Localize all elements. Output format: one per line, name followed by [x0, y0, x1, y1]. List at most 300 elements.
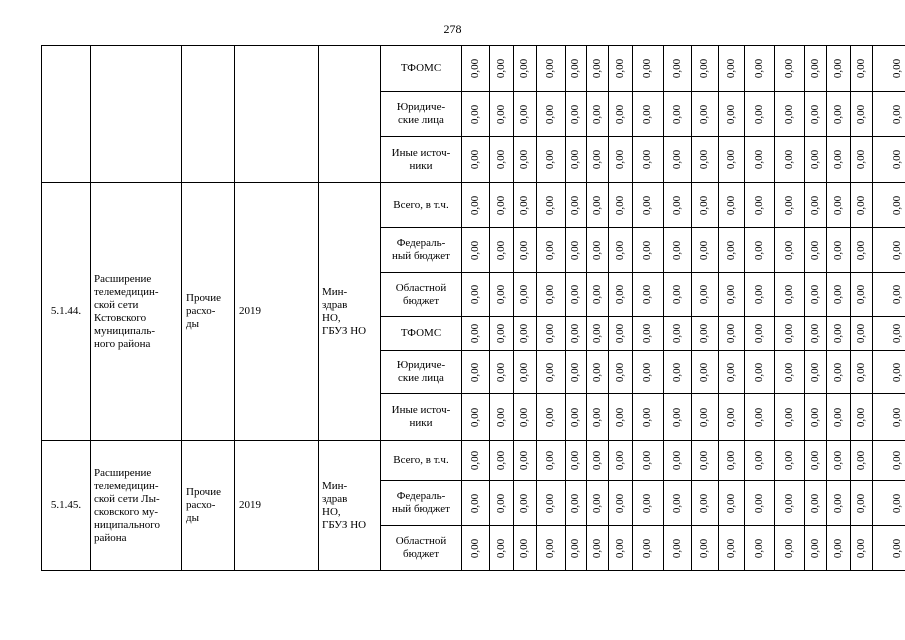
value-text: 0,00 [641, 362, 654, 382]
value-text: 0,00 [614, 149, 626, 170]
expense-type-cell: Прочие расхо- ды [182, 183, 235, 441]
value-cell [692, 441, 719, 481]
value-cell [692, 481, 719, 526]
value-cell [633, 92, 664, 137]
value-cell [805, 481, 827, 526]
value-cell [851, 183, 873, 228]
value-text: 0,00 [614, 240, 626, 260]
value-text: 0,00 [495, 407, 507, 427]
value-text: 0,00 [891, 407, 903, 427]
value-cell [805, 441, 827, 481]
value-text: 0,00 [809, 149, 821, 170]
value-text: 0,00 [832, 58, 844, 79]
value-text: 0,00 [569, 149, 582, 170]
value-cell [566, 228, 587, 273]
value-text: 0,00 [591, 450, 603, 471]
funding-source-cell: Иные источ- ники [381, 137, 462, 183]
value-cell [745, 481, 775, 526]
value-cell [566, 92, 587, 137]
value-cell [851, 273, 873, 317]
year-cell [235, 46, 319, 183]
value-cell [566, 317, 587, 351]
value-text: 0,00 [591, 104, 603, 124]
value-text: 0,00 [544, 195, 557, 215]
value-text: 0,00 [495, 284, 507, 305]
value-cell [490, 137, 514, 183]
value-text: 0,00 [891, 149, 903, 170]
value-cell [609, 273, 633, 317]
value-text: 0,00 [544, 284, 557, 305]
value-cell [462, 46, 490, 92]
value-cell [462, 441, 490, 481]
item-name-cell [91, 46, 182, 183]
value-text: 0,00 [544, 104, 557, 124]
value-text: 0,00 [832, 323, 844, 344]
value-cell [462, 351, 490, 394]
value-text: 0,00 [725, 58, 737, 79]
value-text: 0,00 [469, 450, 481, 471]
value-cell [692, 183, 719, 228]
value-text: 0,00 [518, 323, 531, 344]
year-cell: 2019 [235, 441, 319, 571]
value-text: 0,00 [783, 195, 795, 215]
value-text: 0,00 [698, 240, 711, 260]
value-text: 0,00 [832, 149, 844, 170]
value-cell [873, 441, 905, 481]
value-text: 0,00 [783, 323, 795, 344]
value-text: 0,00 [518, 407, 531, 427]
value-text: 0,00 [518, 240, 531, 260]
value-cell [873, 273, 905, 317]
value-text: 0,00 [671, 195, 683, 215]
value-cell [664, 137, 692, 183]
value-text: 0,00 [614, 362, 626, 382]
value-cell [805, 394, 827, 441]
value-text: 0,00 [783, 362, 795, 382]
value-cell [851, 92, 873, 137]
value-cell [664, 46, 692, 92]
value-text: 0,00 [855, 538, 867, 558]
value-cell [633, 526, 664, 571]
value-cell [775, 351, 805, 394]
value-text: 0,00 [855, 58, 867, 79]
year-cell: 2019 [235, 183, 319, 441]
value-cell [537, 46, 566, 92]
value-cell [609, 394, 633, 441]
value-text: 0,00 [832, 538, 844, 558]
value-text: 0,00 [891, 323, 903, 344]
value-text: 0,00 [809, 493, 821, 513]
value-text: 0,00 [641, 323, 654, 344]
value-cell [827, 394, 851, 441]
value-text: 0,00 [832, 284, 844, 305]
value-cell [775, 183, 805, 228]
value-text: 0,00 [753, 104, 765, 124]
value-cell [587, 526, 609, 571]
value-text: 0,00 [891, 195, 903, 215]
value-text: 0,00 [495, 538, 507, 558]
executor-cell: Мин- здрав НО, ГБУЗ НО [319, 183, 381, 441]
value-text: 0,00 [753, 240, 765, 260]
value-text: 0,00 [809, 362, 821, 382]
value-cell [745, 394, 775, 441]
value-cell [609, 441, 633, 481]
value-cell [664, 317, 692, 351]
value-cell [805, 46, 827, 92]
value-text: 0,00 [469, 284, 481, 305]
value-text: 0,00 [591, 284, 603, 305]
value-cell [490, 441, 514, 481]
value-text: 0,00 [832, 407, 844, 427]
value-cell [775, 481, 805, 526]
value-text: 0,00 [641, 284, 654, 305]
value-cell [692, 137, 719, 183]
funding-source-cell: Федераль- ный бюджет [381, 228, 462, 273]
value-cell [566, 273, 587, 317]
value-text: 0,00 [783, 538, 795, 558]
value-cell [514, 137, 537, 183]
value-cell [805, 183, 827, 228]
executor-cell: Мин- здрав НО, ГБУЗ НО [319, 441, 381, 571]
item-number-cell [42, 46, 91, 183]
value-cell [587, 228, 609, 273]
value-text: 0,00 [855, 240, 867, 260]
value-cell [587, 351, 609, 394]
value-cell [745, 441, 775, 481]
value-text: 0,00 [753, 538, 765, 558]
value-cell [633, 273, 664, 317]
value-cell [805, 526, 827, 571]
value-text: 0,00 [753, 362, 765, 382]
table-row [42, 441, 905, 481]
value-cell [514, 92, 537, 137]
value-cell [827, 273, 851, 317]
value-cell [664, 394, 692, 441]
value-cell [633, 137, 664, 183]
value-cell [851, 317, 873, 351]
value-cell [664, 228, 692, 273]
value-text: 0,00 [753, 407, 765, 427]
value-cell [692, 526, 719, 571]
value-text: 0,00 [855, 323, 867, 344]
value-text: 0,00 [753, 284, 765, 305]
value-cell [490, 526, 514, 571]
value-cell [851, 394, 873, 441]
value-text: 0,00 [891, 493, 903, 513]
value-cell [566, 481, 587, 526]
value-text: 0,00 [832, 195, 844, 215]
value-text: 0,00 [855, 493, 867, 513]
value-text: 0,00 [591, 240, 603, 260]
value-cell [719, 351, 745, 394]
value-text: 0,00 [495, 240, 507, 260]
value-cell [745, 273, 775, 317]
value-text: 0,00 [671, 149, 683, 170]
value-text: 0,00 [591, 58, 603, 79]
value-text: 0,00 [698, 538, 711, 558]
value-cell [827, 351, 851, 394]
value-text: 0,00 [614, 195, 626, 215]
value-cell [609, 228, 633, 273]
value-cell [633, 394, 664, 441]
value-text: 0,00 [495, 493, 507, 513]
value-cell [566, 351, 587, 394]
value-cell [537, 273, 566, 317]
value-cell [490, 273, 514, 317]
value-cell [827, 317, 851, 351]
value-text: 0,00 [753, 58, 765, 79]
value-cell [873, 394, 905, 441]
value-text: 0,00 [495, 450, 507, 471]
value-cell [587, 273, 609, 317]
value-cell [775, 273, 805, 317]
value-cell [827, 526, 851, 571]
expense-type-cell [182, 46, 235, 183]
value-cell [827, 441, 851, 481]
value-text: 0,00 [614, 284, 626, 305]
value-cell [462, 228, 490, 273]
value-text: 0,00 [753, 149, 765, 170]
value-cell [719, 526, 745, 571]
value-cell [851, 137, 873, 183]
value-text: 0,00 [671, 538, 683, 558]
value-cell [566, 441, 587, 481]
value-text: 0,00 [832, 493, 844, 513]
value-cell [805, 92, 827, 137]
value-text: 0,00 [855, 149, 867, 170]
value-cell [490, 228, 514, 273]
value-text: 0,00 [518, 538, 531, 558]
value-cell [805, 317, 827, 351]
table-row [42, 46, 905, 92]
value-text: 0,00 [753, 195, 765, 215]
value-cell [462, 481, 490, 526]
value-cell [514, 228, 537, 273]
item-name-cell: Расширение телемедицин- ской сети Лы- сковского му- ниципального района [91, 441, 182, 571]
value-text: 0,00 [614, 493, 626, 513]
value-cell [609, 317, 633, 351]
value-text: 0,00 [725, 538, 737, 558]
value-text: 0,00 [469, 323, 481, 344]
value-cell [805, 137, 827, 183]
value-text: 0,00 [832, 450, 844, 471]
value-text: 0,00 [614, 58, 626, 79]
value-cell [873, 92, 905, 137]
value-text: 0,00 [518, 284, 531, 305]
value-cell [633, 46, 664, 92]
expense-type-cell: Прочие расхо- ды [182, 441, 235, 571]
value-text: 0,00 [469, 149, 481, 170]
value-text: 0,00 [569, 362, 582, 382]
value-text: 0,00 [518, 104, 531, 124]
value-cell [664, 183, 692, 228]
value-cell [827, 46, 851, 92]
value-text: 0,00 [544, 538, 557, 558]
value-cell [873, 46, 905, 92]
item-name-cell: Расширение телемедицин- ской сети Кстовского муниципаль- ного района [91, 183, 182, 441]
value-cell [719, 273, 745, 317]
value-text: 0,00 [544, 407, 557, 427]
value-text: 0,00 [469, 407, 481, 427]
value-text: 0,00 [855, 450, 867, 471]
value-cell [609, 92, 633, 137]
value-text: 0,00 [855, 362, 867, 382]
value-cell [745, 92, 775, 137]
value-text: 0,00 [469, 362, 481, 382]
value-text: 0,00 [591, 362, 603, 382]
value-text: 0,00 [671, 240, 683, 260]
value-cell [719, 137, 745, 183]
value-cell [566, 526, 587, 571]
funding-source-cell: Юридиче- ские лица [381, 92, 462, 137]
value-cell [692, 394, 719, 441]
value-text: 0,00 [495, 362, 507, 382]
value-text: 0,00 [809, 104, 821, 124]
value-cell [745, 46, 775, 92]
value-text: 0,00 [569, 240, 582, 260]
page-number: 278 [443, 22, 462, 36]
value-text: 0,00 [832, 362, 844, 382]
value-text: 0,00 [614, 450, 626, 471]
value-text: 0,00 [698, 493, 711, 513]
value-cell [873, 317, 905, 351]
value-text: 0,00 [469, 195, 481, 215]
value-text: 0,00 [591, 407, 603, 427]
value-cell [692, 46, 719, 92]
value-text: 0,00 [725, 284, 737, 305]
value-cell [566, 394, 587, 441]
value-cell [745, 526, 775, 571]
value-cell [873, 137, 905, 183]
value-cell [462, 273, 490, 317]
value-cell [873, 351, 905, 394]
value-cell [719, 441, 745, 481]
value-cell [719, 183, 745, 228]
value-cell [609, 183, 633, 228]
value-cell [873, 183, 905, 228]
value-cell [873, 526, 905, 571]
value-text: 0,00 [518, 149, 531, 170]
value-text: 0,00 [671, 58, 683, 79]
value-cell [851, 46, 873, 92]
value-text: 0,00 [891, 104, 903, 124]
value-text: 0,00 [698, 362, 711, 382]
value-text: 0,00 [783, 407, 795, 427]
value-cell [633, 351, 664, 394]
value-text: 0,00 [641, 195, 654, 215]
value-cell [537, 481, 566, 526]
value-text: 0,00 [725, 323, 737, 344]
value-cell [827, 92, 851, 137]
value-cell [719, 46, 745, 92]
value-text: 0,00 [641, 240, 654, 260]
table-row [42, 183, 905, 228]
value-cell [514, 351, 537, 394]
value-cell [514, 183, 537, 228]
value-cell [692, 92, 719, 137]
value-text: 0,00 [891, 58, 903, 79]
value-text: 0,00 [671, 323, 683, 344]
value-text: 0,00 [569, 195, 582, 215]
value-cell [587, 394, 609, 441]
value-cell [851, 481, 873, 526]
funding-source-cell: Всего, в т.ч. [381, 441, 462, 481]
value-cell [664, 92, 692, 137]
value-text: 0,00 [725, 240, 737, 260]
value-cell [719, 228, 745, 273]
value-cell [664, 351, 692, 394]
value-cell [490, 394, 514, 441]
value-cell [537, 92, 566, 137]
value-cell [664, 481, 692, 526]
value-text: 0,00 [855, 284, 867, 305]
value-text: 0,00 [495, 323, 507, 344]
value-text: 0,00 [518, 450, 531, 471]
value-cell [775, 394, 805, 441]
value-text: 0,00 [725, 195, 737, 215]
value-text: 0,00 [855, 407, 867, 427]
value-text: 0,00 [783, 58, 795, 79]
value-text: 0,00 [891, 450, 903, 471]
value-cell [514, 273, 537, 317]
value-text: 0,00 [698, 284, 711, 305]
value-text: 0,00 [591, 149, 603, 170]
value-text: 0,00 [783, 284, 795, 305]
value-cell [633, 228, 664, 273]
value-text: 0,00 [569, 450, 582, 471]
value-text: 0,00 [614, 104, 626, 124]
value-cell [775, 228, 805, 273]
value-text: 0,00 [641, 104, 654, 124]
value-cell [851, 351, 873, 394]
value-text: 0,00 [698, 195, 711, 215]
value-cell [719, 394, 745, 441]
value-cell [537, 441, 566, 481]
value-text: 0,00 [832, 104, 844, 124]
value-cell [462, 137, 490, 183]
value-text: 0,00 [891, 284, 903, 305]
value-text: 0,00 [569, 323, 582, 344]
value-text: 0,00 [518, 195, 531, 215]
value-cell [827, 481, 851, 526]
value-text: 0,00 [753, 323, 765, 344]
value-cell [664, 441, 692, 481]
value-cell [587, 481, 609, 526]
value-text: 0,00 [641, 149, 654, 170]
value-text: 0,00 [518, 58, 531, 79]
value-cell [873, 481, 905, 526]
value-cell [851, 526, 873, 571]
value-cell [775, 137, 805, 183]
value-text: 0,00 [569, 538, 582, 558]
value-text: 0,00 [698, 58, 711, 79]
value-text: 0,00 [544, 58, 557, 79]
value-text: 0,00 [469, 493, 481, 513]
value-text: 0,00 [495, 58, 507, 79]
value-cell [719, 92, 745, 137]
value-text: 0,00 [783, 450, 795, 471]
value-text: 0,00 [544, 493, 557, 513]
value-cell [775, 526, 805, 571]
value-cell [633, 481, 664, 526]
value-text: 0,00 [671, 407, 683, 427]
value-text: 0,00 [495, 104, 507, 124]
value-text: 0,00 [809, 450, 821, 471]
value-text: 0,00 [469, 104, 481, 124]
value-cell [490, 92, 514, 137]
value-cell [692, 317, 719, 351]
value-text: 0,00 [809, 58, 821, 79]
